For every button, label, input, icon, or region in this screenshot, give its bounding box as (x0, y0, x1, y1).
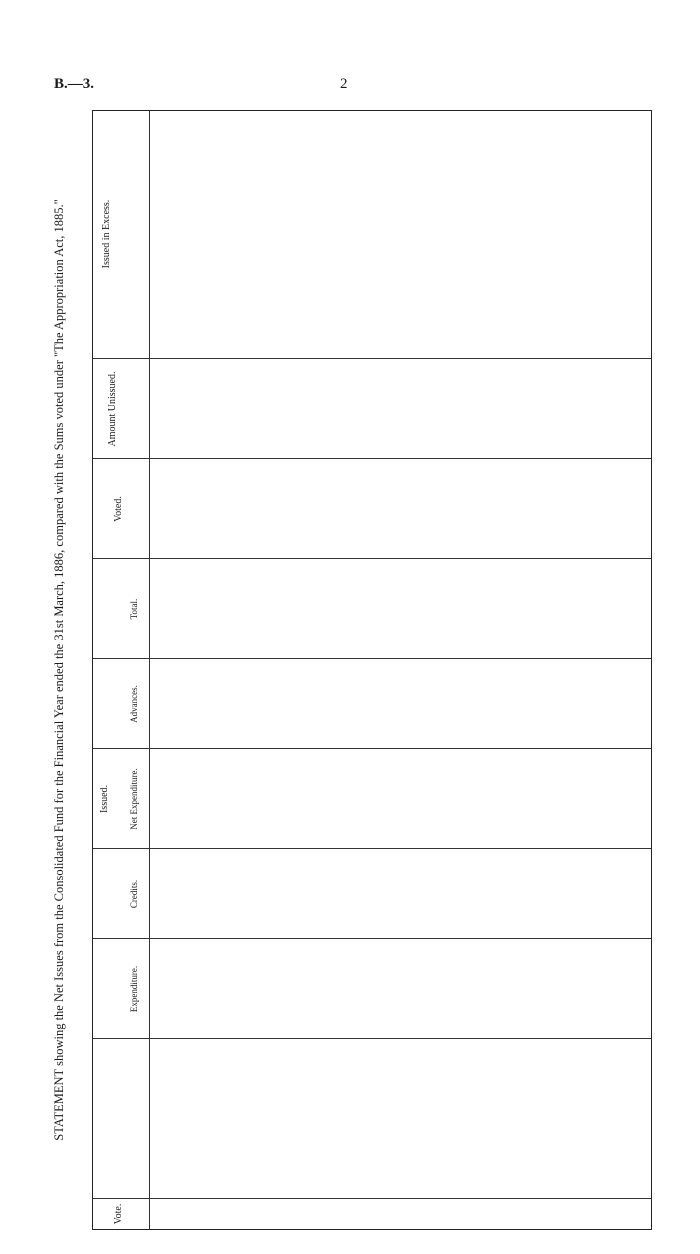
column-rule (93, 748, 651, 749)
col-issued-in-excess: Issued in Excess. (101, 199, 112, 269)
column-rule (93, 1198, 651, 1199)
page-identifier: B.—3. (54, 76, 95, 92)
column-rule (93, 658, 651, 659)
col-net-expenditure: Net Expenditure. (129, 768, 139, 830)
column-rule (93, 848, 651, 849)
statement-region (48, 110, 658, 1230)
col-vote: Vote. (113, 1203, 124, 1225)
header-rule (149, 111, 150, 1229)
column-rule (93, 1038, 651, 1039)
column-rule (93, 458, 651, 459)
col-total: Total. (129, 598, 139, 620)
col-advances: Advances. (129, 685, 139, 723)
column-rule (93, 938, 651, 939)
col-expenditure: Expenditure. (129, 965, 139, 1013)
page-number: 2 (340, 76, 348, 92)
rotated-statement (48, 110, 658, 1230)
column-rule (93, 358, 651, 359)
statement-title: STATEMENT showing the Net Issues from the Consolidated Fund for the Financial Year ended the 31st March, 1886, compared with the Sums voted under "The Appropriation Act, 1885." (52, 199, 66, 1141)
column-rule (93, 558, 651, 559)
statement-table (92, 110, 652, 1230)
col-issued: Issued. (99, 784, 110, 814)
col-unissued: Amount Unissued. (107, 371, 118, 447)
col-voted: Voted. (113, 496, 124, 522)
col-credits: Credits. (129, 879, 139, 909)
